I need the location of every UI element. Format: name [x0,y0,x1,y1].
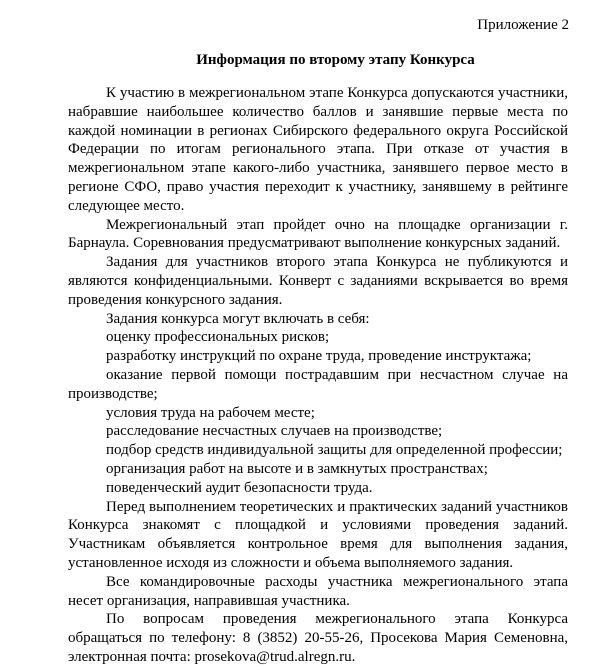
document-body [68,84,568,667]
list-item: поведенческий аудит безопасности труда. [106,479,373,496]
list-item: разработку инструкций по охране труда, проведение инструктажа; [106,348,532,365]
appendix-label: Приложение 2 [477,17,569,33]
paragraph-venue: Межрегиональный этап пройдет очно на площадке организации г. Барнаула. Соревнования предусматривают выполнение конкурсных заданий. [68,216,568,252]
paragraph-tasks-intro: Задания конкурса могут включать в себя: [106,310,370,327]
list-item: организация работ на высоте и в замкнутых пространствах; [106,460,488,477]
list-item: условия труда на рабочем месте; [106,404,315,421]
paragraph-contacts: По вопросам проведения межрегионального этапа Конкурса обращаться по телефону: 8 (3852) 20-55-26, Просекова Мария Семеновна, электронная почта: prosekova@trud.alregn.ru. [68,611,568,665]
list-item: подбор средств индивидуальной защиты для определенной профессии; [106,442,563,459]
paragraph-expenses: Все командировочные расходы участника межрегионального этапа несет организация, направившая участника. [68,573,568,609]
list-item: расследование несчастных случаев на производстве; [106,423,443,440]
paragraph-eligibility: К участию в межрегиональном этапе Конкурса допускаются участники, набравшие наибольшее количество баллов и занявшие первые места по каждой номинации в регионах Сибирского федерального округа Российской Федерации по итогам регионального этапа. При отказе от участия в межрегиональном этапе какого-либо участника, занявшего первое место в регионе СФО, право участия переходит к участнику, занявшему в рейтинге следующее место. [68,85,568,214]
paragraph-confidentiality: Задания для участников второго этапа Конкурса не публикуются и являются конфиденциальными. Конверт с заданиями вскрывается во время проведения конкурсного задания. [68,254,568,308]
paragraph-briefing: Перед выполнением теоретических и практических заданий участников Конкурса знакомят с площадкой и условиями проведения заданий. Участникам объявляется контрольное время для выполнения задания, установленное исходя из сложности и объема выполняемого задания. [68,498,568,571]
list-item: оказание первой помощи пострадавшим при несчастном случае на производстве; [68,366,568,402]
list-item: оценку профессиональных рисков; [106,329,330,346]
document-title: Информация по второму этапу Конкурса [196,52,475,68]
